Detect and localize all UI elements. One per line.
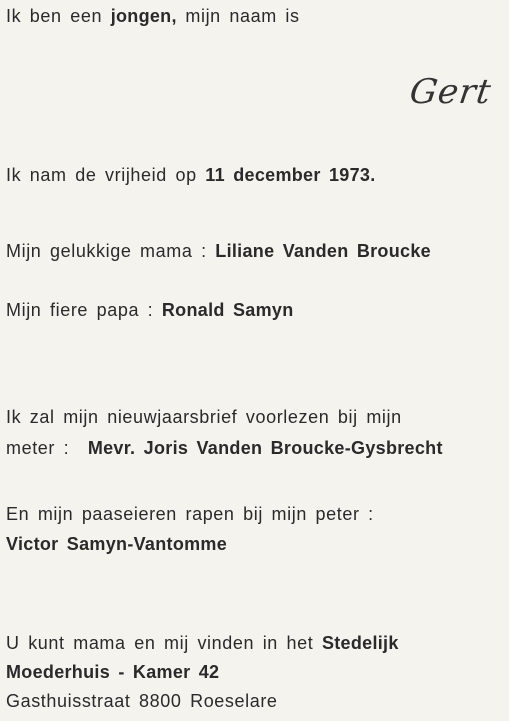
birth-date: 11 december 1973. — [205, 165, 376, 185]
birth-text: Ik nam de vrijheid op — [6, 165, 197, 185]
child-name: Gert — [407, 72, 495, 112]
birth-line — [6, 165, 376, 186]
godmother-line1: Ik zal mijn nieuwjaarsbrief voorlezen bij mijn — [6, 407, 402, 427]
intro-prefix: Ik ben een — [6, 6, 103, 26]
location-prefix: U kunt mama en mij vinden in het — [6, 633, 314, 653]
intro-line — [6, 6, 300, 27]
mother-line — [6, 241, 431, 262]
location-place1: Stedelijk — [321, 633, 399, 653]
location-line1 — [6, 633, 399, 654]
father-label: Mijn fiere papa : — [6, 300, 154, 320]
godmother-label: meter : — [6, 438, 70, 458]
location-address: Gasthuisstraat 8800 Roeselare — [6, 691, 278, 711]
location-place2: Moederhuis - Kamer 42 — [6, 662, 220, 682]
intro-suffix: mijn naam is — [185, 6, 300, 26]
godfather-line1: En mijn paaseieren rapen bij mijn peter : — [6, 504, 374, 524]
father-line — [6, 300, 294, 321]
mother-name: Liliane Vanden Broucke — [215, 241, 431, 261]
mother-label: Mijn gelukkige mama : — [6, 241, 207, 261]
godmother-name: Mevr. Joris Vanden Broucke-Gysbrecht — [87, 438, 443, 458]
intro-emphasis: jongen, — [110, 6, 177, 26]
godfather-name: Victor Samyn-Vantomme — [6, 534, 228, 554]
father-name: Ronald Samyn — [161, 300, 294, 320]
godmother-line2 — [6, 438, 443, 459]
